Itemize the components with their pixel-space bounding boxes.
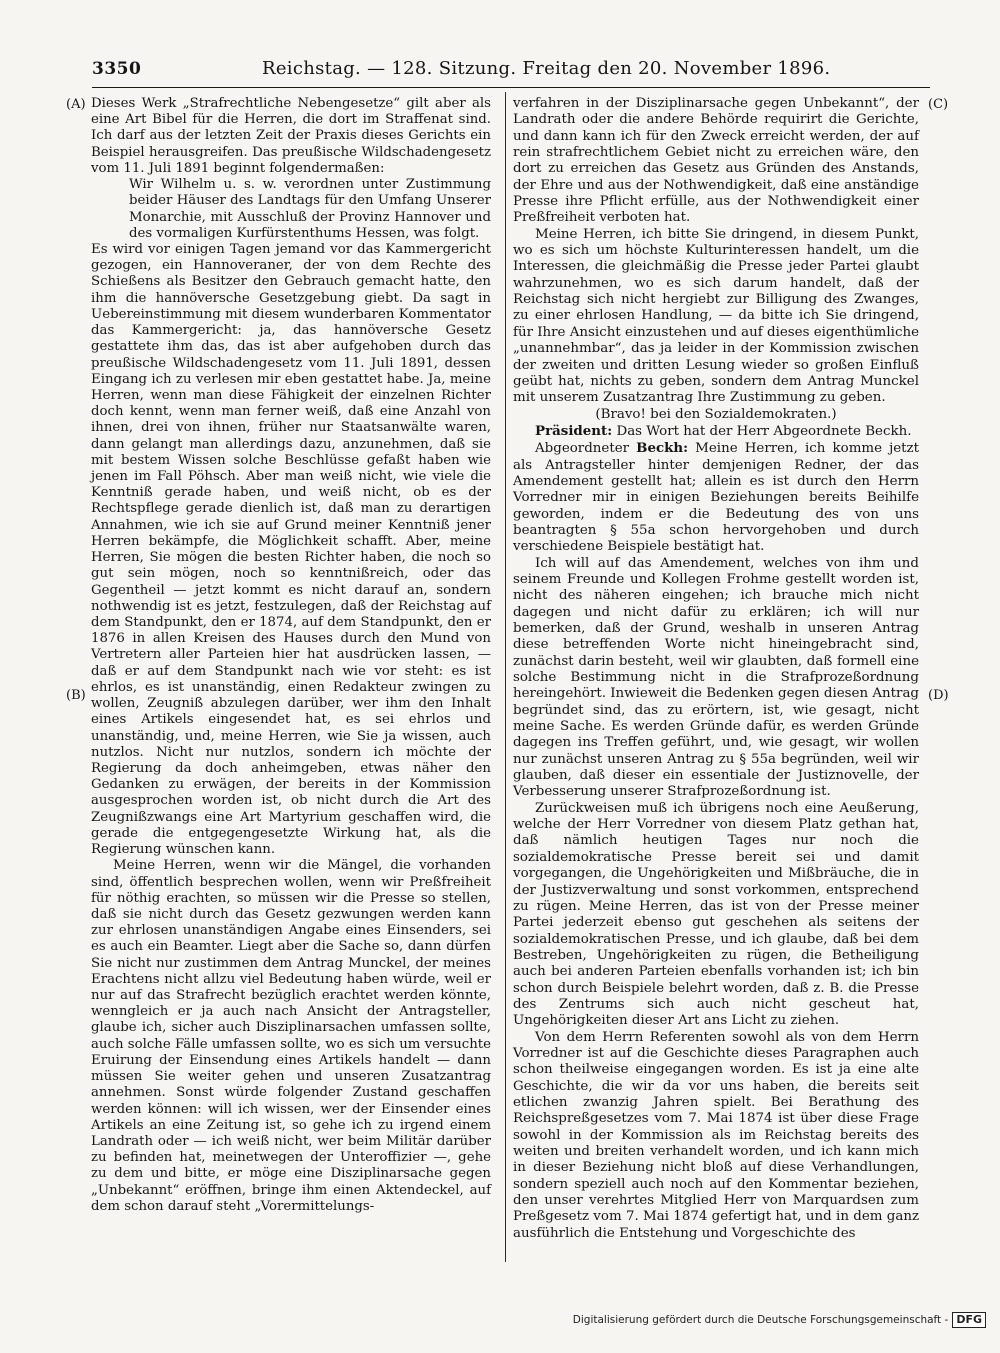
speaker-name: Beckh: xyxy=(636,440,689,457)
paragraph: Meine Herren, ich bitte Sie dringend, in diesem Punkt, wo es sich um höchste Kulturinteressen handelt, um die Interessen, die gleichmäßig die Presse jeder Partei glaubt wahrzunehmen, wo es sich darum handelt, daß der Reichstag sich nicht hergiebt zur Billigung des Zwanges, zu einer ehrlosen Handlung, — da bitte ich Sie dringend, für Ihre Ansicht einzustehen und auf dieses eigenthümliche „unannehmbar“, das ja leider in der Kommission zwischen der zweiten und dritten Lesung wieder so großen Einfluß geübt hat, nichts zu geben, sondern dem Antrag Munckel mit unserem Zusatzantrag Ihre Zustimmung zu geben. xyxy=(513,226,919,406)
margin-marker-a: (A) xyxy=(66,97,86,112)
margin-marker-b: (B) xyxy=(66,688,86,703)
column-divider xyxy=(505,92,506,1262)
running-title: Reichstag. — 128. Sitzung. Freitag den 20. November 1896. xyxy=(262,58,831,79)
paragraph: Zurückweisen muß ich übrigens noch eine Aeußerung, welche der Herr Vorredner von diesem Platz gethan hat, daß nämlich heutigen Tages nur noch die sozialdemokratische Presse bereit sei und damit vorgegangen, die Ungehörigkeiten und Mißbräuche, die in der Justizverwaltung und sonst vorkommen, entsprechend zu rügen. Meine Herren, das ist von der Presse meiner Partei jederzeit ebenso gut geschehen als seitens der sozialdemokratischen Presse, und ich glaube, daß bei dem Bestreben, Ungehörigkeiten zu rügen, die Betheiligung auch bei anderen Parteien ebenfalls vorhanden ist; ich bin schon durch Beispiele belehrt worden, daß z. B. die Presse des Zentrums sich auch nicht gescheut hat, Ungehörigkeiten dieser Art ans Licht zu ziehen. xyxy=(513,800,919,1029)
right-column xyxy=(513,96,919,1242)
speaker-statement xyxy=(513,440,919,555)
margin-marker-c: (C) xyxy=(928,97,949,112)
paragraph: Meine Herren, wenn wir die Mängel, die vorhanden sind, öffentlich besprechen wollen, wenn wir Preßfreiheit für nöthig erachten, so müssen wir die Presse so stellen, daß sie nicht durch das Gesetz gezwungen werden kann zur ehrlosen unanständigen Angabe eines Einsenders, sei es auch ein Beamter. Liegt aber die Sache so, dann dürfen Sie nicht nur zustimmen dem Antrag Munckel, der meines Erachtens nicht allzu viel Bedeutung haben würde, weil er nur auf das Strafrecht bezüglich erachtet werden könnte, wenngleich er ja auch nach Ansicht der Antragsteller, glaube ich, sicher auch Disziplinarsachen umfassen sollte, auch solche Fälle umfassen sollte, wo es sich um versuchte Eruirung der Einsendung eines Artikels handelt — dann müssen Sie weiter gehen und unseren Zusatzantrag annehmen. Sonst würde folgender Zustand geschaffen werden können: will ich wissen, wer der Einsender eines Artikels an eine Zeitung ist, so gehe ich zu irgend einem Landrath oder — ich weiß nicht, wer beim Militär darüber zu befinden hat, meinetwegen der Unteroffizier —, gehe zu dem und bitte, er möge eine Disziplinarsache gegen „Unbekannt“ eröffnen, bringe ihm einen Aktendeckel, auf dem schon darauf steht „Vorermittelungs- xyxy=(91,858,491,1214)
dfg-logo: DFG xyxy=(952,1312,986,1328)
header-rule xyxy=(92,87,930,88)
paragraph: Von dem Herrn Referenten sowohl als von dem Herrn Vorredner ist auf die Geschichte dieses Paragraphen auch schon theilweise eingegangen worden. Es ist ja eine alte Geschichte, die wir da vor uns haben, die bereits seit etlichen zwanzig Jahren spielt. Bei Berathung des Reichspreßgesetzes vom 7. Mai 1874 ist über diese Frage sowohl in der Kommission als im Reichstag bereits des weiten und breiten verhandelt worden, und ich kann mich in dieser Beziehung nicht bloß auf diese Verhandlungen, sondern speziell auch noch auf den Kommentar beziehen, den unser verehrtes Mitglied Herr von Marquardsen zum Preßgesetz vom 7. Mai 1874 gefertigt hat, und in dem ganz ausführlich die Entstehung und Vorgeschichte des xyxy=(513,1029,919,1241)
paragraph: Es wird vor einigen Tagen jemand vor das Kammergericht gezogen, ein Hannoveraner, der von dem Rechte des Schießens als Besitzer den Gebrauch gemacht hatte, den ihm die hannöversche Gesetzgebung giebt. Da sagt in Uebereinstimmung mit diesem wunderbaren Kommentator das Kammergericht: ja, das hannöversche Gesetz gestattete ihm das, das ist aber aufgehoben durch das preußische Wildschadengesetz vom 11. Juli 1891, dessen Eingang ich zu verlesen mir eben gestattet habe. Ja, meine Herren, wenn man diese Fähigkeit der einzelnen Richter doch kennt, wenn man ferner weiß, daß eine Anzahl von ihnen, drei von ihnen, früher nur Staatsanwälte waren, dann gelangt man allerdings dazu, anzunehmen, daß sie mit bestem Wissen solche Beschlüsse gefaßt haben wie jenen im Fall Pöhsch. Aber man weiß nicht, wie viele die Kenntniß gerade haben, und weiß nicht, ob es der Rechtspflege gerade dienlich ist, daß man zu derartigen Annahmen, wie ich sie auf Grund meiner Kenntniß jener Herren bekämpfe, die Möglichkeit schafft. Aber, meine Herren, Sie mögen die besten Richter haben, die noch so gut sein mögen, noch so kenntnißreich, oder das Gegentheil — jetzt kommt es nicht darauf an, sondern nothwendig ist es jetzt, festzulegen, daß der Reichstag auf dem Standpunkt, den er 1874, auf dem Standpunkt, den er 1876 in allen Kreisen des Hauses durch den Mund von Vertretern aller Parteien hier hat ausdrücken lassen, — daß er auf dem Standpunkt nach wie vor steht: es ist ehrlos, es ist unanständig, einen Redakteur zwingen zu wollen, Zeugniß abzulegen darüber, wer ihm den Inhalt eines Artikels eingesendet hat, es sei ehrlos und unanständig, und, meine Herren, wie Sie ja wissen, auch nutzlos. Nicht nur nutzlos, sondern ich möchte der Regierung da doch anheimgeben, etwas näher den Gedanken zu erwägen, der bereits in der Kommission ausgesprochen worden ist, ob nicht durch die Art des Zeugnißzwangs eine Art Martyrium geschaffen wird, die gerade die entgegengesetzte Wirkung hat, als die Regierung wünschen kann. xyxy=(91,241,491,858)
speech-text: Meine Herren, ich komme jetzt als Antragsteller hinter demjenigen Redner, der das Amendement gestellt hat; allein es ist durch den Herrn Vorredner mir in einigen Beziehungen bereits Beihilfe geworden, indem er die Bedeutung des von uns beantragten § 55a schon hervorgehoben und durch verschiedene Beispiele bestätigt hat. xyxy=(513,441,919,555)
president-text: Das Wort hat der Herr Abgeordnete Beckh. xyxy=(616,423,912,439)
applause-note: (Bravo! bei den Sozialdemokraten.) xyxy=(595,406,837,422)
digitization-credit xyxy=(573,1312,986,1328)
credit-text: Digitalisierung gefördert durch die Deutsche Forschungsgemeinschaft - xyxy=(572,1314,949,1326)
page-number: 3350 xyxy=(92,59,142,79)
left-column xyxy=(91,96,491,1215)
page-header xyxy=(92,58,930,82)
paragraph: verfahren in der Disziplinarsache gegen Unbekannt“, der Landrath oder die andere Behörde requirirt die Gerichte, und dann kann ich für den Zweck erreicht werden, der auf rein strafrechtlichem Gebiet nicht zu erreichen wäre, den dort zu erreichen das Gesetz aus Gründen des Anstands, der Ehre und aus der Nothwendigkeit, daß eine anständige Presse ihre Pflicht erfülle, aus der Nothwendigkeit einer Preßfreiheit verboten hat. xyxy=(513,96,919,226)
margin-marker-d: (D) xyxy=(928,688,949,703)
speaker-prefix: Abgeordneter xyxy=(535,441,630,457)
paragraph: Ich will auf das Amendement, welches von ihm und seinem Freunde und Kollegen Frohme gestellt worden ist, nicht des näheren eingehen; ich brauche mich nicht dagegen und nicht dafür zu erklären; ich will nur bemerken, daß der Grund, weshalb in unseren Antrag diese betreffenden Worte nicht hineingebracht sind, zunächst darin besteht, weil wir glaubten, daß formell eine solche Bestimmung nicht in die Strafprozeßordnung hereingehört. Inwieweit die Bedenken gegen diesen Antrag begründet sind, das zu erörtern, ist, wie gesagt, nicht meine Sache. Es werden Gründe dafür, es werden Gründe dagegen ins Treffen geführt, und, wie gesagt, wir wollen nur zunächst unseren Antrag zu § 55a begründen, weil wir glauben, daß dieser ein essentiale der Justiznovelle, der Verbesserung unserer Strafprozeßordnung ist. xyxy=(513,555,919,800)
president-label: Präsident: xyxy=(535,422,613,439)
president-statement xyxy=(513,423,919,440)
paragraph: Dieses Werk „Strafrechtliche Nebengesetze“ gilt aber als eine Art Bibel für die Herren, die dort im Straffenat sind. Ich darf aus der letzten Zeit der Praxis dieses Gerichts ein Beispiel herausgreifen. Das preußische Wildschadengesetz vom 11. Juli 1891 beginnt folgendermaßen: xyxy=(91,96,491,176)
quoted-law-text: Wir Wilhelm u. s. w. verordnen unter Zustimmung beider Häuser des Landtags für den Umfang Unserer Monarchie, mit Ausschluß der Provinz Hannover und des vormaligen Kurfürstenthums Hessen, was folgt. xyxy=(129,177,491,241)
